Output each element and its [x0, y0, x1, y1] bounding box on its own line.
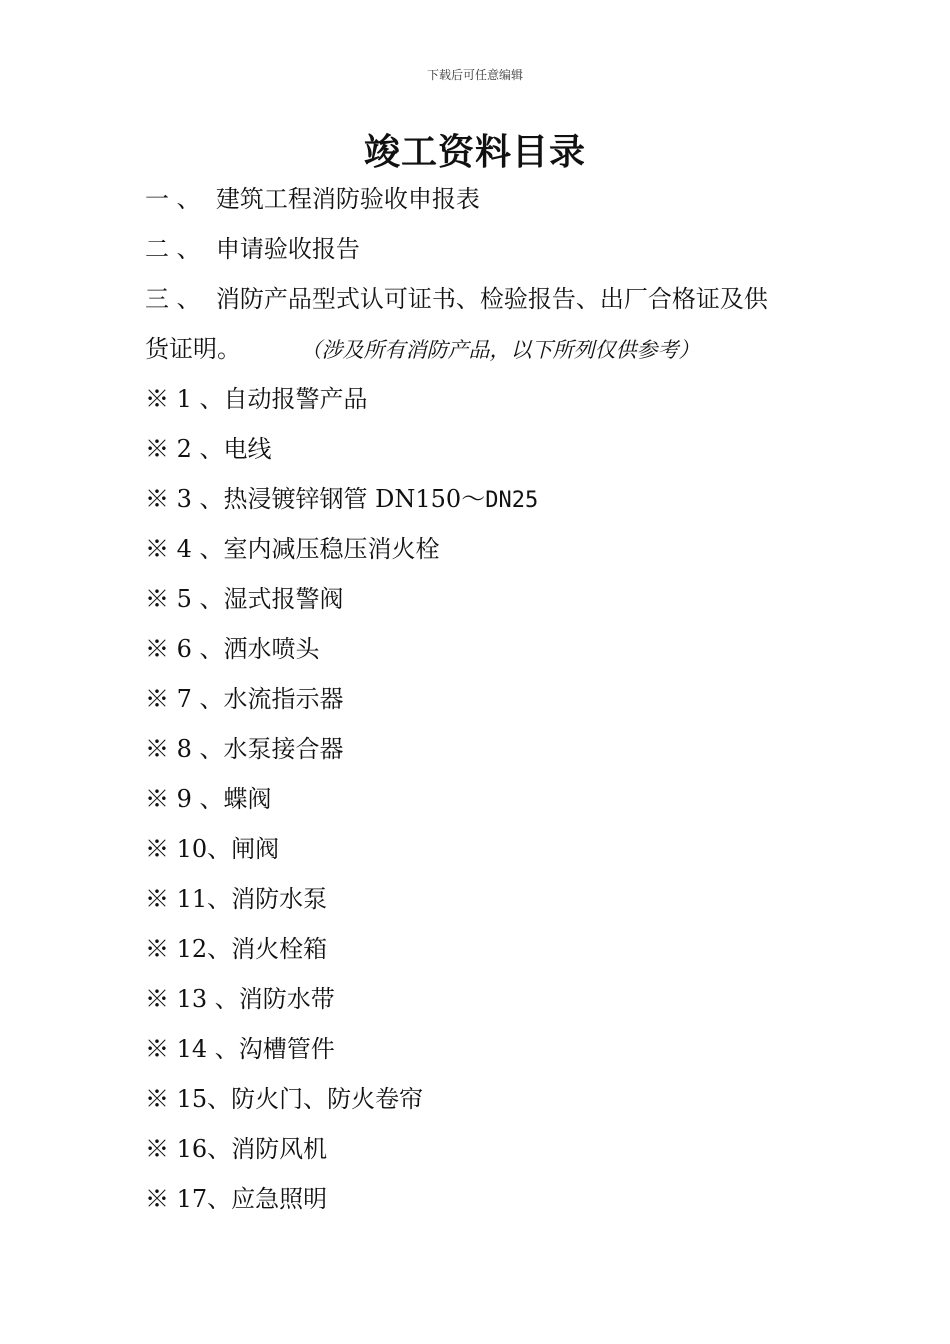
list-item: ※ 10、闸阀	[145, 835, 280, 863]
list-item-text: ※ 3 、热浸镀锌钢管 DN150～	[145, 485, 486, 513]
section-number: 三 、	[145, 285, 201, 313]
section-text: 货证明。	[145, 335, 241, 363]
list-item: ※ 16、消防风机	[145, 1135, 328, 1163]
document-body	[145, 178, 825, 1228]
list-item: ※ 13 、消防水带	[145, 985, 335, 1013]
list-item: ※ 5 、湿式报警阀	[145, 585, 344, 613]
section-continuation	[145, 328, 825, 378]
list-item: ※ 6 、洒水喷头	[145, 635, 320, 663]
list-item: ※ 14 、沟槽管件	[145, 1035, 335, 1063]
section-item	[145, 278, 825, 328]
list-item: ※ 7 、水流指示器	[145, 685, 344, 713]
section-number: 二 、	[145, 235, 201, 263]
section-item	[145, 178, 825, 228]
list-item: ※ 2 、电线	[145, 435, 272, 463]
list-item: ※ 4 、室内减压稳压消火栓	[145, 535, 440, 563]
list-item: ※ 15、防火门、防火卷帘	[145, 1085, 424, 1113]
list-item: ※ 8 、水泵接合器	[145, 735, 344, 763]
page-title: 竣工资料目录	[363, 131, 586, 173]
list-item: ※ 11、消防水泵	[145, 885, 328, 913]
section-text: 申请验收报告	[215, 235, 360, 263]
section-item	[145, 228, 825, 278]
list-item: ※ 17、应急照明	[145, 1185, 328, 1213]
section-number: 一 、	[145, 185, 201, 213]
section-text: 消防产品型式认可证书、检验报告、出厂合格证及供	[215, 285, 768, 313]
list-item	[145, 478, 825, 528]
list-item: ※ 1 、自动报警产品	[145, 385, 368, 413]
list-item-suffix: DN25	[485, 488, 539, 513]
list-item: ※ 9 、蝶阀	[145, 785, 272, 813]
list-item: ※ 12、消火栓箱	[145, 935, 328, 963]
header-note: 下载后可任意编辑	[426, 68, 523, 82]
section-note: （涉及所有消防产品，以下所列仅供参考）	[311, 338, 700, 362]
section-text: 建筑工程消防验收申报表	[215, 185, 480, 213]
